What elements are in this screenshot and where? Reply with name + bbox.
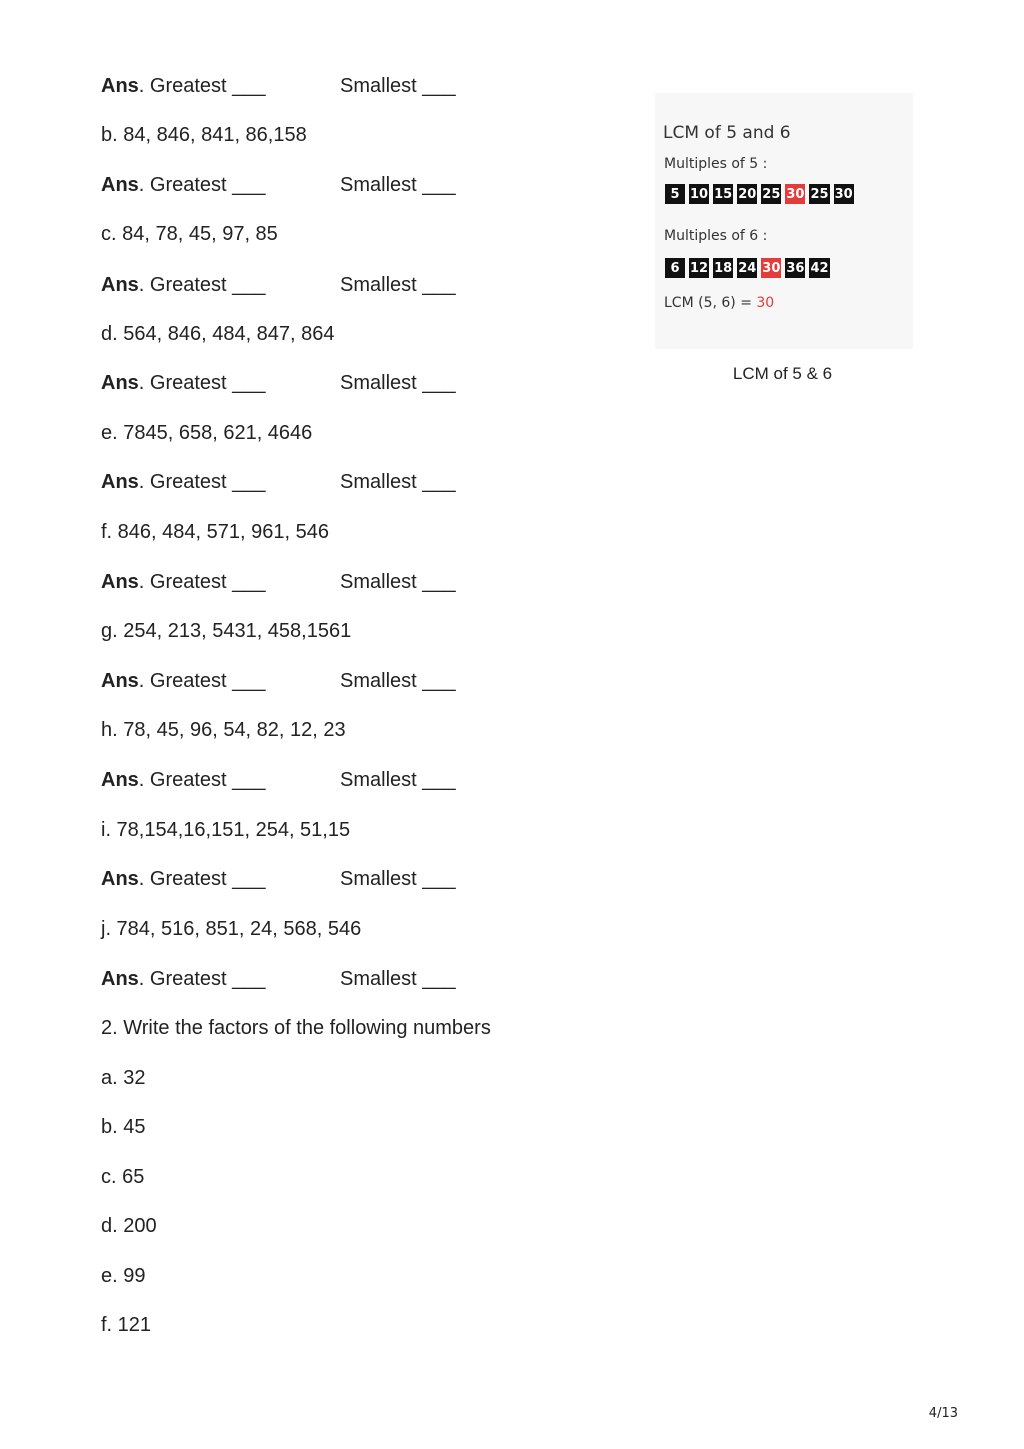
factor-item-d: d. 200 xyxy=(101,1215,157,1237)
multiple-of-5-tile: 30 xyxy=(834,184,854,204)
multiple-of-5-tile: 25 xyxy=(809,184,829,204)
multiple-of-6-tile: 36 xyxy=(785,258,805,278)
multiple-of-5-tile: 10 xyxy=(689,184,709,204)
multiples-5-label: Multiples of 5 : xyxy=(664,156,768,172)
factor-item-e: e. 99 xyxy=(101,1265,146,1287)
question-j: j. 784, 516, 851, 24, 568, 546 xyxy=(101,918,362,940)
question-g: g. 254, 213, 5431, 458,1561 xyxy=(101,620,352,642)
page-number: 4/13 xyxy=(928,1406,958,1421)
multiples-5-tiles xyxy=(665,184,854,204)
factor-item-c: c. 65 xyxy=(101,1166,145,1188)
lcm-result-label: LCM (5, 6) = xyxy=(664,295,757,311)
multiple-of-6-tile: 18 xyxy=(713,258,733,278)
multiples-6-tiles xyxy=(665,258,830,278)
answer-greatest: Ans. Greatest ___ xyxy=(101,75,266,97)
factor-item-a: a. 32 xyxy=(101,1067,146,1089)
lcm-result xyxy=(664,295,774,311)
figure-caption: LCM of 5 & 6 xyxy=(732,364,833,383)
multiple-of-5-tile: 5 xyxy=(665,184,685,204)
figure-title: LCM of 5 and 6 xyxy=(663,123,791,143)
multiple-of-6-tile: 42 xyxy=(809,258,829,278)
ans-label: Ans xyxy=(101,75,139,97)
answer-smallest: Smallest ___ xyxy=(340,75,456,97)
lcm-figure xyxy=(655,93,913,349)
factor-item-b: b. 45 xyxy=(101,1116,146,1138)
question-i: i. 78,154,16,151, 254, 51,15 xyxy=(101,819,351,841)
multiple-of-5-tile: 25 xyxy=(761,184,781,204)
section-2-heading: 2. Write the factors of the following numbers xyxy=(101,1017,491,1039)
factor-item-f: f. 121 xyxy=(101,1314,152,1336)
question-h: h. 78, 45, 96, 54, 82, 12, 23 xyxy=(101,719,346,741)
multiple-of-6-tile: 24 xyxy=(737,258,757,278)
question-b: b. 84, 846, 841, 86,158 xyxy=(101,124,307,146)
question-f: f. 846, 484, 571, 961, 546 xyxy=(101,521,329,543)
multiple-of-6-tile: 30 xyxy=(761,258,781,278)
lcm-result-value: 30 xyxy=(756,295,775,311)
multiple-of-5-tile: 15 xyxy=(713,184,733,204)
multiples-6-label: Multiples of 6 : xyxy=(664,228,768,244)
multiple-of-5-tile: 30 xyxy=(785,184,805,204)
multiple-of-5-tile: 20 xyxy=(737,184,757,204)
question-e: e. 7845, 658, 621, 4646 xyxy=(101,422,313,444)
question-c: c. 84, 78, 45, 97, 85 xyxy=(101,223,278,245)
question-d: d. 564, 846, 484, 847, 864 xyxy=(101,323,335,345)
multiple-of-6-tile: 12 xyxy=(689,258,709,278)
multiple-of-6-tile: 6 xyxy=(665,258,685,278)
